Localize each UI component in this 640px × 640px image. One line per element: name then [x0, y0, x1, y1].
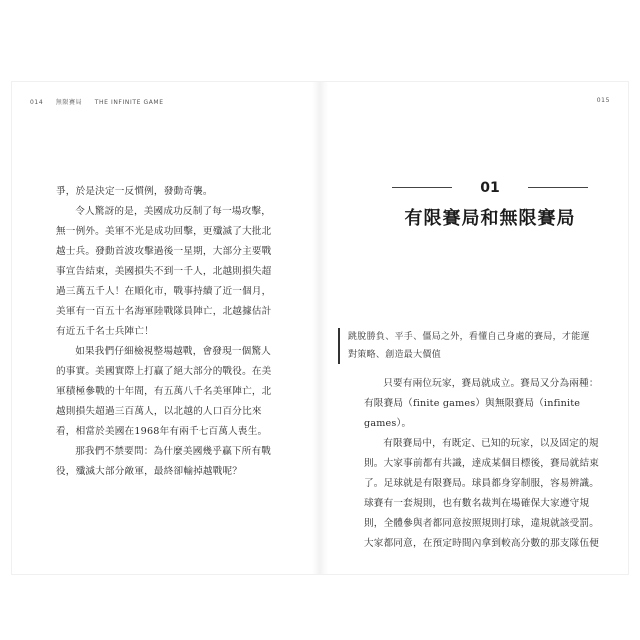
- running-header-left: [30, 97, 174, 106]
- body-paragraph: 有限賽局中，有既定、已知的玩家，以及固定的規則。大家事前都有共識，達成某個目標後，賽局就結束了。足球就是有限賽局。球員都身穿制服，容易辨識。球賽有一套規則，也有數名裁判在場確保大家遵守規則，全體參與者都同意按照規則打球，違規就該受罰。大家都同意，在預定時間內拿到較高分數的那支隊伍便: [364, 438, 600, 549]
- book-spread: [12, 82, 628, 574]
- body-paragraph: 爭，於是決定一反慣例，發動奇襲。: [56, 186, 213, 197]
- chapter-title: 有限賽局和無限賽局: [404, 208, 576, 229]
- right-page: [320, 82, 628, 574]
- book-title-zh: 無限賽局: [55, 99, 83, 106]
- chapter-epigraph: 跳脫勝負、平手、僵局之外，看懂自己身處的賽局，才能運對策略、創造最大價值: [338, 328, 598, 364]
- left-body-text: [56, 182, 276, 482]
- body-paragraph: 如果我們仔細檢視整場越戰，會發現一個驚人的事實。美國實際上打贏了絕大部分的戰役。在美軍積極參戰的十年間，有五萬八千名美軍陣亡，北越則損失超過三百萬人，以北越的人口百分比來看，相當於美國在1968年有兩千七百萬人喪生。: [56, 346, 272, 437]
- body-paragraph: 只要有兩位玩家，賽局就成立。賽局又分為兩種：有限賽局（finite games）與無限賽局（infinite games）。: [364, 378, 599, 429]
- body-paragraph: 令人驚訝的是，美國成功反制了每一場攻擊，無一例外。美軍不光是成功回擊，更殲滅了大批北越士兵。發動首波攻擊過後一星期，大部分主要戰事宣告結束，美國損失不到一千人，北越則損失超過三萬五千人！在順化市，戰事持續了近一個月，美軍有一百五十名海軍陸戰隊員陣亡，北越據估計有近五千名士兵陣亡！: [56, 206, 272, 337]
- chapter-heading: [392, 178, 588, 198]
- right-page-number: 015: [596, 97, 610, 104]
- chapter-rule-right: [528, 187, 588, 188]
- left-page-number: 014: [30, 99, 44, 106]
- chapter-number: 01: [480, 180, 500, 196]
- right-body-text: [364, 374, 602, 554]
- left-page: [12, 82, 320, 574]
- body-paragraph: 那我們不禁要問：為什麼美國幾乎贏下所有戰役，殲滅大部分敵軍，最終卻輸掉越戰呢？: [56, 446, 272, 477]
- book-title-en: THE INFINITE GAME: [94, 99, 164, 106]
